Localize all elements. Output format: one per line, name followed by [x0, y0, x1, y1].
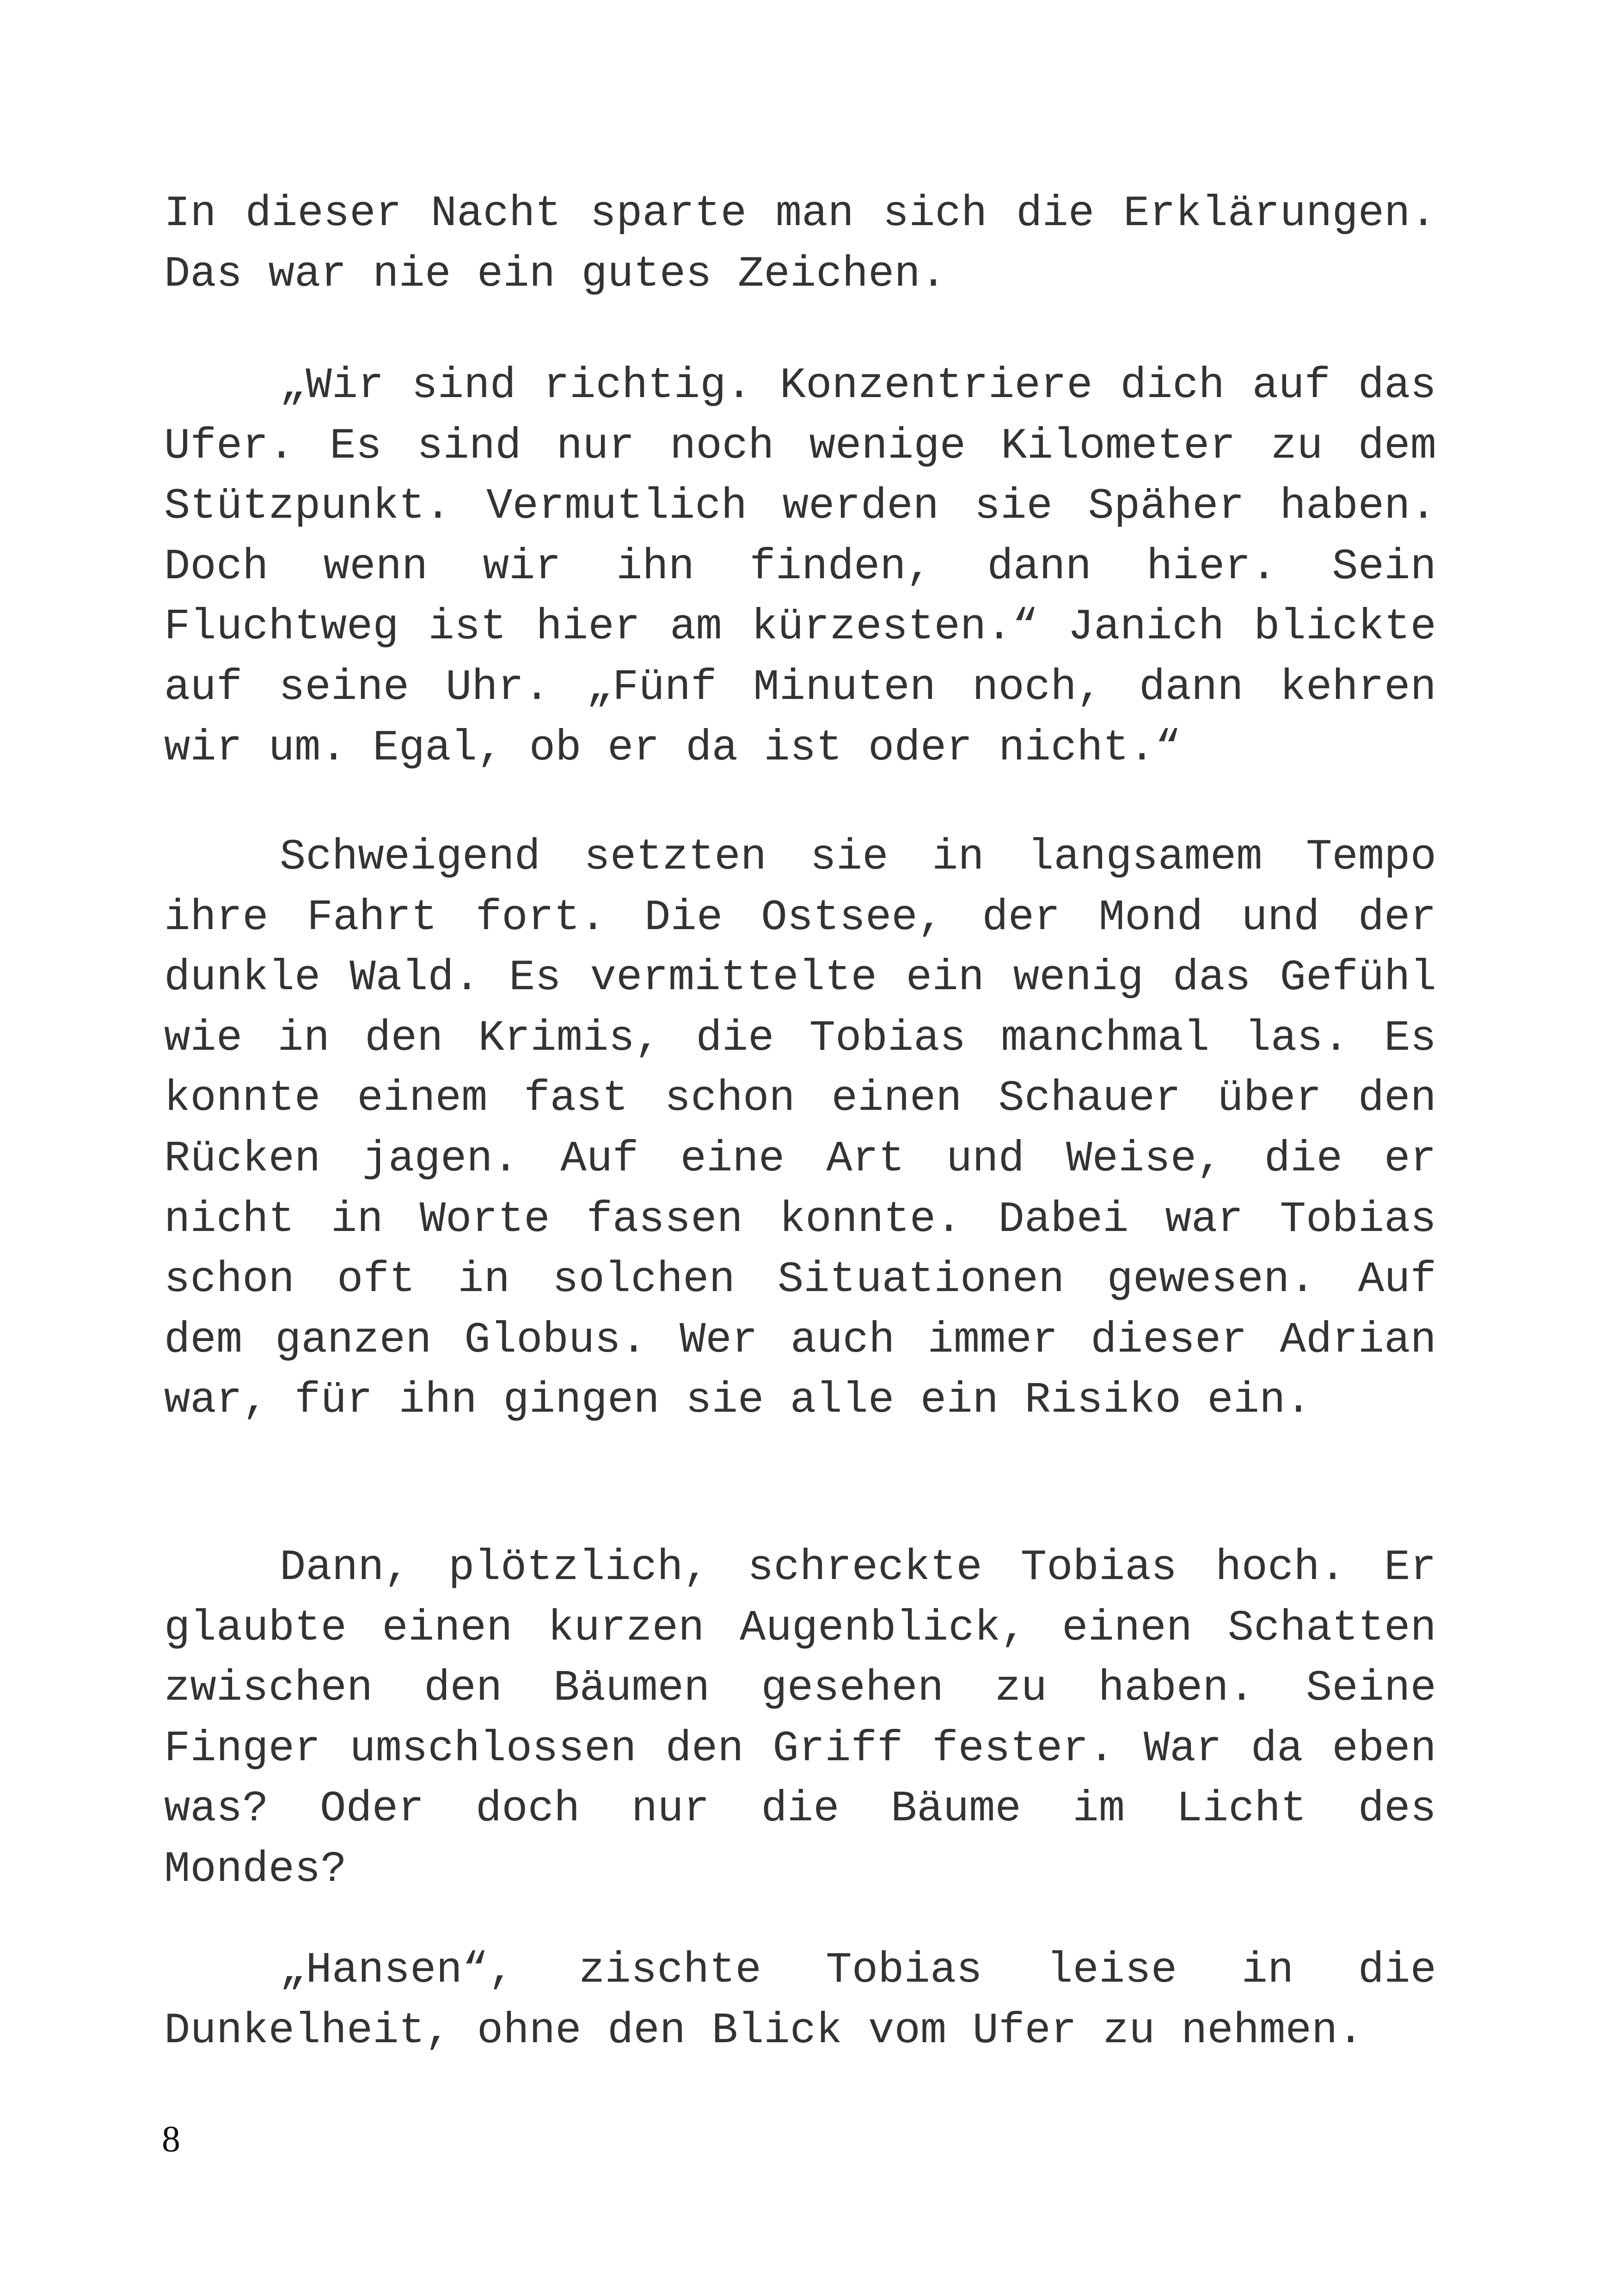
- paragraph: Schweigend setzten sie in langsamem Tempo ihre Fahrt fort. Die Ostsee, der Mond und der dunkle Wald. Es vermittelte ein wenig das Gefühl wie in den Krimis, die Tobias manchmal las. Es konnte einem fast schon einen Schauer über den Rücken jagen. Auf eine Art und Weise, die er nicht in Worte fassen konnte. Dabei war Tobias schon oft in solchen Situationen gewesen. Auf dem ganzen Globus. Wer auch immer dieser Adrian war, für ihn gingen sie alle ein Risiko ein.: [164, 833, 1436, 1426]
- paragraph: Dann, plötzlich, schreckte Tobias hoch. Er glaubte einen kurzen Augenblick, einen Schatten zwischen den Bäumen gesehen zu haben. Seine Finger umschlossen den Griff fester. War da eben was? Oder doch nur die Bäume im Licht des Mondes?: [164, 1543, 1436, 1894]
- paragraph: „Hansen“, zischte Tobias leise in die Dunkelheit, ohne den Blick vom Ufer zu nehmen.: [164, 1946, 1436, 2056]
- paragraph: „Wir sind richtig. Konzentriere dich auf das Ufer. Es sind nur noch wenige Kilometer zu dem Stützpunkt. Vermutlich werden sie Späher haben. Doch wenn wir ihn finden, dann hier. Sein Fluchtweg ist hier am kürzesten.“ Janich blickte auf seine Uhr. „Fünf Minuten noch, dann kehren wir um. Egal, ob er da ist oder nicht.“: [164, 361, 1436, 773]
- paragraph: In dieser Nacht sparte man sich die Erklärungen. Das war nie ein gutes Zeichen.: [164, 190, 1436, 299]
- page-number: 8: [162, 2119, 180, 2160]
